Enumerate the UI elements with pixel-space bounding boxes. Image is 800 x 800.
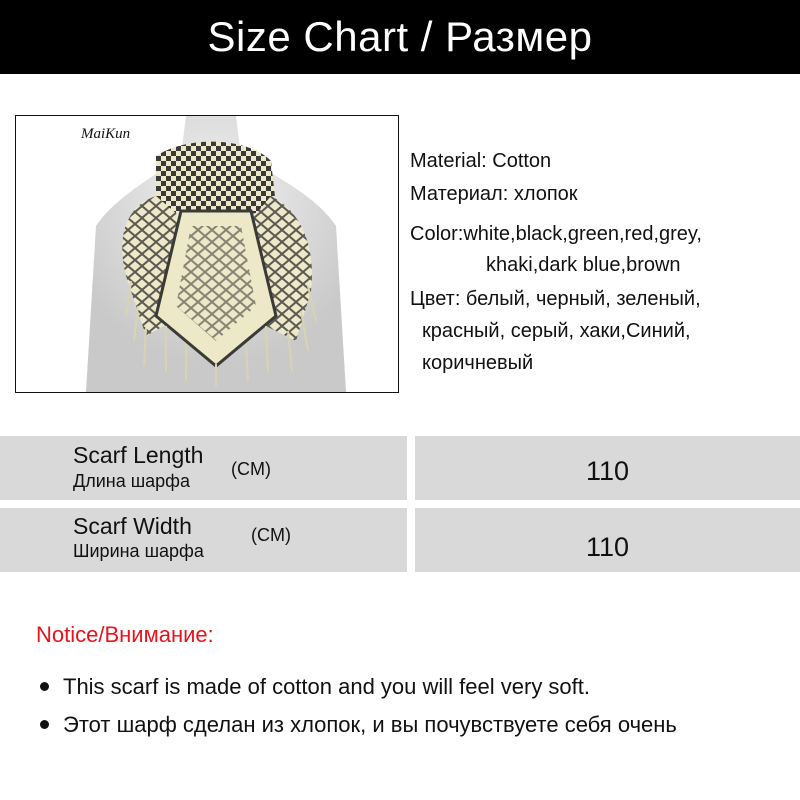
size-value-cell <box>415 436 800 500</box>
page-title: Size Chart / Размер <box>207 13 593 60</box>
size-value: 110 <box>585 532 630 562</box>
size-label-cell <box>0 508 407 572</box>
notice-item <box>40 674 590 700</box>
bullet-icon <box>40 720 49 729</box>
notice-title: Notice/Внимание: <box>36 622 214 647</box>
page-header <box>0 0 800 74</box>
size-value: 110 <box>585 456 630 486</box>
spec-material-ru: Материал: хлопок <box>410 183 578 205</box>
product-photo <box>15 115 399 393</box>
spec-color-ru-line1: Цвет: белый, черный, зеленый, <box>410 288 701 310</box>
spec-color-en-line2: khaki,dark blue,brown <box>486 254 681 276</box>
size-row-width <box>0 508 800 572</box>
spec-color-en-line1: Color:white,black,green,red,grey, <box>410 223 702 245</box>
notice-item <box>40 712 677 738</box>
notice-item-text: This scarf is made of cotton and you will feel very soft. <box>63 674 591 699</box>
bullet-icon <box>40 682 49 691</box>
size-unit: (CM) <box>231 459 271 479</box>
size-value-cell <box>415 508 800 572</box>
size-label-en: Scarf Width <box>73 513 192 539</box>
brand-logo: MaiKun <box>81 126 131 142</box>
spec-material-en: Material: Cotton <box>410 150 552 172</box>
size-label-ru: Длина шарфа <box>73 471 190 491</box>
spec-color-ru-line2: красный, серый, хаки,Синий, <box>422 320 691 342</box>
size-unit: (CM) <box>251 525 291 545</box>
scarf-image <box>16 116 398 392</box>
size-label-ru: Ширина шарфа <box>73 541 204 561</box>
notice-item-text: Этот шарф сделан из хлопок, и вы почувствуете себя очень <box>63 712 677 737</box>
size-label-en: Scarf Length <box>73 442 204 468</box>
size-label-cell <box>0 436 407 500</box>
size-row-length <box>0 436 800 500</box>
spec-color-ru-line3: коричневый <box>422 352 534 374</box>
